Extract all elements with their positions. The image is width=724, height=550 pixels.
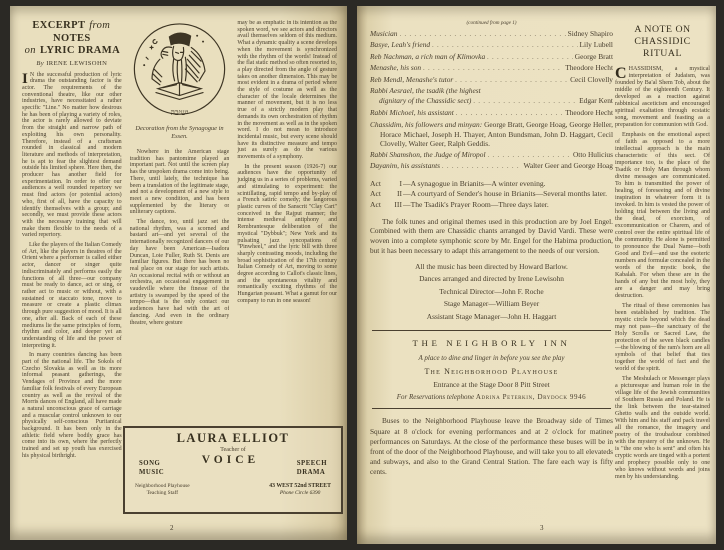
cast-and-notes-column (370, 20, 613, 478)
laura-elliot-advertisement (123, 426, 343, 514)
ad-phone: Phone Circle 6390 (279, 490, 321, 496)
cast-row (370, 75, 613, 86)
ad-subtitle: Teacher of (220, 447, 246, 453)
inn-tagline: A place to dine and linger in before you see the play (418, 354, 565, 363)
title-word: NOTES (53, 32, 91, 44)
cast-actor: Lily Lubell (579, 40, 613, 50)
dot-leader (473, 96, 577, 107)
act-row (370, 200, 613, 211)
article-byline (22, 60, 122, 67)
ad-street: 43 WEST 52nd STREET (269, 483, 331, 489)
article-paragraph: In many countries dancing has been part of the national life. The Sokols of Czecho Slovakia as well as its more informal peasant gatherings, the Vendages of Province and the more familiar folk festivals of every European country as well as the revival of the Morris dances of England, all have made a natural unconscious grace of carriage and a muscular control unknown to our physically self-conscious Puritanical background. It has been only in the athletic field where bodily grace has come into its own, where the perfectly trained and set up youth has exercised his physical birthright. (22, 352, 122, 459)
article-paragraph: Like the players of the Italian Comedy of Art, like the players in theatres of the Orient where a performer is called either actor, dancer or singer quite indiscriminately and performs easily the functions of all three—our company must be ready to dance, act or sing, or rather act to music or without, with a sustained or staccato tone, move to measure or create a plastic climax through pure suggestion of mood. It is all one, after all. Back of each of these mediums lie the same principles of form, rhythm and color, and deeper yet an understanding of life and the power of interpreting it. (22, 242, 122, 349)
ad-label: Neighborhood Playhouse (135, 483, 190, 489)
cast-role: Reb Nachman, a rich man of Klimovka (370, 51, 486, 61)
cast-role: dignitary of the Chassidic sect) (379, 96, 472, 106)
act-row (370, 179, 613, 190)
ad-label: Teaching Staff (146, 490, 179, 496)
reservations-contact: Adrina Peterkin, Drydock 9946 (475, 393, 587, 402)
cast-role: Reb Mendl, Menashe's tutor (370, 74, 454, 84)
cast-actor: Cecil Clovelly (570, 74, 613, 84)
act-description: —A synagogue in Brianits—A winter evening. (403, 178, 546, 188)
ad-address (269, 483, 331, 497)
note-title-line: A NOTE ON (634, 24, 691, 35)
divider-rule (372, 330, 611, 331)
article-paragraph (22, 72, 122, 240)
page-left (10, 6, 347, 540)
note-paragraph: The ritual of these ceremonies has been established by tradition. The mystic circle beyond which the dead may not pass—the sanctuary of the Holy Scrolls or Sacred Law, the protection of the seven black candles—the blowing of the ram's horn are all symbols of that belief that ties together the world of fact and the world of the spirit. (615, 303, 710, 372)
ad-voice: VOICE (201, 454, 260, 466)
cast-actor: George Bratt (574, 51, 613, 61)
title-word: LYRIC DRAMA (39, 45, 121, 56)
act-word: Act (370, 200, 381, 210)
continued-note: (continued from page 1) (466, 20, 517, 26)
cast-actor: Sidney Shapiro (567, 29, 613, 38)
cast-actor: Otto Hulicius (572, 150, 613, 160)
ad-label: MUSIC (139, 468, 165, 476)
article-column-2 (130, 20, 230, 422)
ad-label: SONG (139, 460, 161, 467)
dot-leader (442, 161, 521, 172)
note-paragraph (615, 66, 710, 129)
dot-leader (487, 52, 573, 63)
note-title-line: CHASSIDIC RITUAL (634, 36, 691, 59)
cast-row (370, 86, 613, 96)
cast-actor: Edgar Kent (579, 96, 613, 106)
ad-name: LAURA ELLIOT (176, 431, 290, 445)
credit-line: Stage Manager—William Beyer (443, 299, 540, 309)
divider-rule (372, 408, 611, 409)
ad-song-music (139, 453, 164, 477)
note-paragraph: Emphasis on the emotional aspect of faith as opposed to a more intellectual approach is the main characteristic of this sect. Of importance too, is the place of the Tsadik or Holy Man through whom divine messages are communicated. To him is transmitted the power of healing, of foreseeing and of divine inspiration in whatever form it is invoked. In him is vested the power of holding trial between the living and the dead, of exorcism, of excommunication or Charem, and of control over the entire spiritual life of the community. He alone is permitted to pronounce the Dual Name—both Good and Evil—and use the esoteric numbers and formulæ concealed in the words of the mystic book, the Kabalah. For when these are in the hands of any but the most holy, they are a danger and may bring destruction. (615, 132, 710, 299)
credit-line: Dances arranged and directed by Irene Lewisohn (419, 274, 564, 284)
inn-venue-name: The Neighborhood Playhouse (424, 367, 559, 377)
note-title (615, 24, 710, 60)
act-numeral: II (396, 189, 402, 199)
ad-label: SPEECH (296, 460, 327, 467)
cast-row (370, 40, 613, 51)
paragraph-text: N the successful production of lyric drama the outstanding factor is the actor. The requirements of the conventional theatre, like our other industries, have necessitated a rather specific "Line." No matter how desirous he has been of playing a variety of roles, the actor is rarely allowed to deviate from the straight and narrow path of exploiting his own personality. Therefore, instead of a craftsman rounded in classical and modern literature and methods of interpretation, he is apt to fear the slightest demand outside his limited sphere. Here then, the producer has another field for experimentation. In order to offer our audiences a well rounded repertory we must find actors (or potential actors) who, first of all, have the capacity to identify themselves with a group; and secondly, we must provide these actors with the necessary training that will make them flexible to the needs of a varied repertory. (22, 71, 122, 239)
note-paragraph: The Meshulach or Messenger plays a picturesque and human role in the village life of the Jewish communities of Southern Russia and Poland. He is the link between the tear-stained Ghetto walls and the outside world. With him and his staff and pack travel all the romance, the imagery and poetry of the troubadour combined with the mystery of the unknown. He is "the one who is sent" and often his cryptic words are tinged with a portent and prophecy possible only to one who knows without words and joins men by his understanding. (615, 376, 710, 480)
dot-leader (432, 40, 577, 51)
cast-row (370, 63, 613, 74)
cast-actors: George Bratt, George Hoag, George Heller, Horace Michael, Joseph H. Thayer, Anton Bundsman, John D. Haggart, Cecil Clovelly, Walter Geer, Ralph Geddis. (380, 120, 613, 149)
dot-leader (400, 29, 566, 40)
cast-role: Rabbi Aesrael, the tsadik (the highest (370, 86, 481, 96)
cast-row (370, 108, 613, 119)
byline-name: IRENE LEWISOHN (46, 59, 108, 67)
chassidic-ritual-column (615, 24, 710, 534)
paragraph-text: HASSIDISM, a mystical interpretation of Judaism, was founded by Ba'al Shem Tob, about the middle of the eighteenth Century. It developed as a reaction against rabbinical asceticism and encouraged spiritual exaltation through ecstatic song, movement and feasting as a preparation for communion with God. (615, 66, 710, 128)
cast-row (370, 150, 613, 161)
act-description: —A courtyard of Sender's house in Brianits—Several months later. (403, 189, 608, 199)
cast-role: Rabbi Shamshon, the Judge of Miropol (370, 150, 486, 160)
article-column-1 (22, 20, 122, 522)
credit-line: Assistant Stage Manager—John H. Haggart (426, 311, 557, 321)
inn-reservations (370, 393, 613, 401)
ad-label: DRAMA (296, 468, 326, 476)
cast-row (370, 161, 613, 172)
article-paragraph: In the present season (1926-7) our audiences have the opportunity of judging us in a series of problems, varied and stimulating to experiment: the scintillating, rapid tempo and by-play of a French satiric comedy; the langorous plastic curves of the Sanscrit "Clay Cart" conceived in the Rajput manner; the intense medieval antiphony and Rembrantesque deliberation of the mystical "Dybbuk"; New York and its pulsating jazz syncopations of "Pinwheel," and the lyric bill with three sharply contrasting moods, including the broad sophistication of the 17th century Italian Comedy of Art, moving to some degree according to Callot's classic lines, and the spontaneous vitality and romantically exciting rhythms of the Hungarian peasant. What a gamut for our company to run in one season! (237, 163, 338, 304)
title-word: EXCERPT (32, 20, 86, 31)
cast-role: Musician (370, 29, 398, 38)
acts-list (370, 179, 613, 211)
article-column-3 (237, 20, 337, 422)
cast-role: Chassidim, his followers and minyan: (370, 120, 483, 130)
reservations-prefix: For Reservations telephone (396, 393, 476, 402)
title-word: on (24, 45, 36, 56)
cast-row (370, 52, 613, 63)
inn-title: THE NEIGHBORLY INN (412, 338, 571, 349)
dot-leader (423, 63, 563, 74)
cast-actor: Theodore Hecht (565, 63, 613, 73)
synagogue-decoration-illustration (130, 20, 229, 122)
credits-list (370, 261, 613, 324)
illustration-caption: Decoration from the Synagogue in Essen. (135, 125, 224, 140)
act-word: Act (370, 189, 381, 199)
buses-paragraph: Buses to the Neighborhood Playhouse leave the Broadway side of Times Square at 8 o'clock for evening performances and at 2 o'clock for matinee performances on Saturdays. At the close of the performance these buses will be in front of the door of the Neighborhood Playhouse, and will take you to all elevateds and subways, and also to the Grand Central Station. The fare each way is fifty cents. (370, 416, 613, 477)
dot-leader (488, 150, 571, 161)
title-word: from (89, 20, 111, 31)
ad-teaching-staff (135, 483, 190, 497)
act-numeral: I (399, 178, 402, 188)
cast-role: Dayanim, his assistants (370, 161, 441, 171)
cast-role: Basye, Leah's friend (370, 40, 431, 50)
article-paragraph: The dance, too, until jazz set the national rhythm, was a scorned and bastard art—and yet several of the internationally recognized dancers of our day have been American—Isadora Duncan, Loie Fuller, Ruth St. Denis are familiar figures. But there has been no real place on our stage for such artists. An occasional recital with or without an orchestra, an occasional engagement in vaudeville where the finesse of the artistry is swamped by the speed of the tempo—that is the only contact our audiences have had with the art of dancing. And even in the ordinary theatre, where gesture (129, 219, 230, 326)
article-paragraph: may be as emphatic in its intention as the spoken word, we see actors and directors avail themselves seldom of this medium. What a dynamic quality a scene develops when the movement is synchronized with the rhythm of the words! Instead of the flat static method so often resorted to, a play directed from the angle of gesture takes on another dimension. This may be most evident in a drama of period where the style of costume as well as the character of the locale determines the manner of movement, but it is no less true of a strictly modern play that demands its own orchestration of rhythm in the movement as well as in the spoken word. I do not mean to introduce incidental music, but every scene should have its distinctive measure and tempo just as surely as do the various movements of a symphony. (237, 20, 338, 161)
cast-actor: Walter Geer and George Hoag (523, 161, 613, 171)
dropcap: C (615, 65, 627, 82)
cast-chassidim-entry (370, 120, 613, 149)
act-word: Act (370, 178, 381, 188)
act-row (370, 189, 613, 200)
cast-row (370, 29, 613, 40)
inn-entrance: Entrance at the Stage Door 8 Pitt Street (433, 380, 550, 390)
hebrew-inscription: ישיבה (170, 108, 189, 118)
act-description: —The Tsadik's Prayer Room—Three days later. (403, 200, 549, 210)
article-title (22, 20, 122, 58)
dot-leader (456, 108, 563, 119)
page-number-3: 3 (540, 524, 544, 532)
dot-leader (455, 75, 568, 86)
dropcap: I (22, 70, 28, 87)
act-numeral: III (394, 200, 402, 210)
neighborly-inn-section (370, 338, 613, 401)
ad-speech-drama (297, 453, 327, 477)
page-number-2: 2 (170, 524, 174, 532)
music-note-paragraph: The folk tunes and original themes used in this production are by Joel Engel. Combined with them are Chassidic chants arranged by David Vardi. These were woven into a complete symphonic score by Mr. Engel for the Habima production, but it has been necessary to adapt this arrangement to the needs of our version. (370, 216, 613, 256)
cast-role: Menashe, his son (370, 63, 422, 73)
cast-row (370, 96, 613, 107)
credit-line: Technical Director—John F. Roche (439, 286, 544, 296)
page-right (357, 6, 716, 544)
credit-line: All the music has been directed by Howard Barlow. (415, 261, 568, 271)
cast-actor: Theodore Hecht (565, 107, 613, 117)
byline-by: By (36, 59, 45, 67)
cast-role: Rabbi Michoel, his assistant (370, 107, 454, 117)
article-paragraph: Nowhere in the American stage tradition has pantomime played an important part. Not until the screen play has the unspoken drama come into being. There, until lately, the technique has been a translation of the legitimate stage, and not a development of a new style to meet a new condition, and has been supplemented by the literary or unliterary captions. (129, 149, 230, 216)
